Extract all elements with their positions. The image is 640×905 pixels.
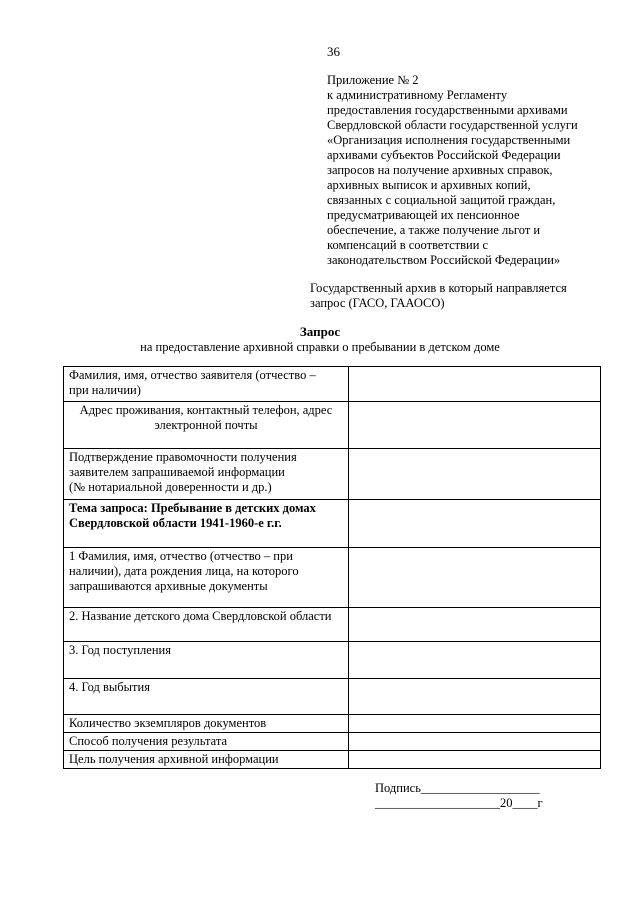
form-label: 4. Год выбытия [64, 679, 349, 715]
appendix-line: компенсаций в соответствии с [327, 238, 489, 252]
form-row-year-admission [64, 642, 601, 679]
form-field-year-admission[interactable] [349, 642, 601, 679]
form-label: Количество экземпляров документов [64, 715, 349, 733]
archive-note [310, 281, 620, 311]
form-row-request-topic [64, 500, 601, 548]
signature-line: Подпись___________________ [375, 781, 540, 795]
form-row-orphanage-name [64, 608, 601, 642]
appendix-line: связанных с социальной защитой граждан, [327, 193, 556, 207]
document-subtitle: на предоставление архивной справки о пребывании в детском доме [140, 340, 500, 354]
form-field-copies[interactable] [349, 715, 601, 733]
form-field-person[interactable] [349, 548, 601, 608]
form-field-delivery-method[interactable] [349, 733, 601, 751]
document-title: Запрос [299, 324, 341, 339]
form-field-authority[interactable] [349, 449, 601, 500]
appendix-line: к административному Регламенту [327, 88, 508, 102]
form-label: 1 Фамилия, имя, отчество (отчество – при наличии), дата рождения лица, на которого запрашиваются архивные документы [64, 548, 349, 608]
form-label: 2. Название детского дома Свердловской области [64, 608, 349, 642]
appendix-header [327, 73, 627, 268]
form-label: 3. Год поступления [64, 642, 349, 679]
appendix-line: архивных выписок и архивных копий, [327, 178, 531, 192]
appendix-line: «Организация исполнения государственными [327, 133, 571, 147]
form-label: Подтверждение правомочности получения заявителем запрашиваемой информации (№ нотариальной доверенности и др.) [64, 449, 349, 500]
appendix-line: предусматривающей их пенсионное [327, 208, 520, 222]
form-field-address[interactable] [349, 402, 601, 449]
archive-note-line: запрос (ГАСО, ГААОСО) [310, 296, 445, 310]
form-label: Тема запроса: Пребывание в детских домах Свердловской области 1941-1960-е г.г. [64, 500, 349, 548]
form-label: Способ получения результата [64, 733, 349, 751]
form-row-person [64, 548, 601, 608]
form-field-request-topic[interactable] [349, 500, 601, 548]
appendix-line: запросов на получение архивных справок, [327, 163, 553, 177]
form-row-year-departure [64, 679, 601, 715]
appendix-line: архивами субъектов Российской Федерации [327, 148, 561, 162]
archive-note-line: Государственный архив в который направляется [310, 281, 567, 295]
appendix-line: обеспечение, а также получение льгот и [327, 223, 541, 237]
appendix-line: Свердловской области государственной услуги [327, 118, 578, 132]
form-field-orphanage-name[interactable] [349, 608, 601, 642]
form-field-year-departure[interactable] [349, 679, 601, 715]
appendix-line: предоставления государственными архивами [327, 103, 568, 117]
date-line: ____________________20____г [375, 796, 543, 810]
form-row-applicant-name [64, 367, 601, 402]
form-field-applicant-name[interactable] [349, 367, 601, 402]
form-row-delivery-method [64, 733, 601, 751]
page-number: 36 [327, 44, 340, 59]
appendix-line: законодательством Российской Федерации» [327, 253, 561, 267]
form-row-purpose [64, 751, 601, 769]
form-field-purpose[interactable] [349, 751, 601, 769]
appendix-line: Приложение № 2 [327, 73, 419, 87]
form-label: Адрес проживания, контактный телефон, адрес электронной почты [64, 402, 349, 449]
form-row-address [64, 402, 601, 449]
form-row-authority [64, 449, 601, 500]
form-row-copies [64, 715, 601, 733]
request-form-table [63, 366, 601, 769]
form-label: Цель получения архивной информации [64, 751, 349, 769]
form-label: Фамилия, имя, отчество заявителя (отчество – при наличии) [64, 367, 349, 402]
